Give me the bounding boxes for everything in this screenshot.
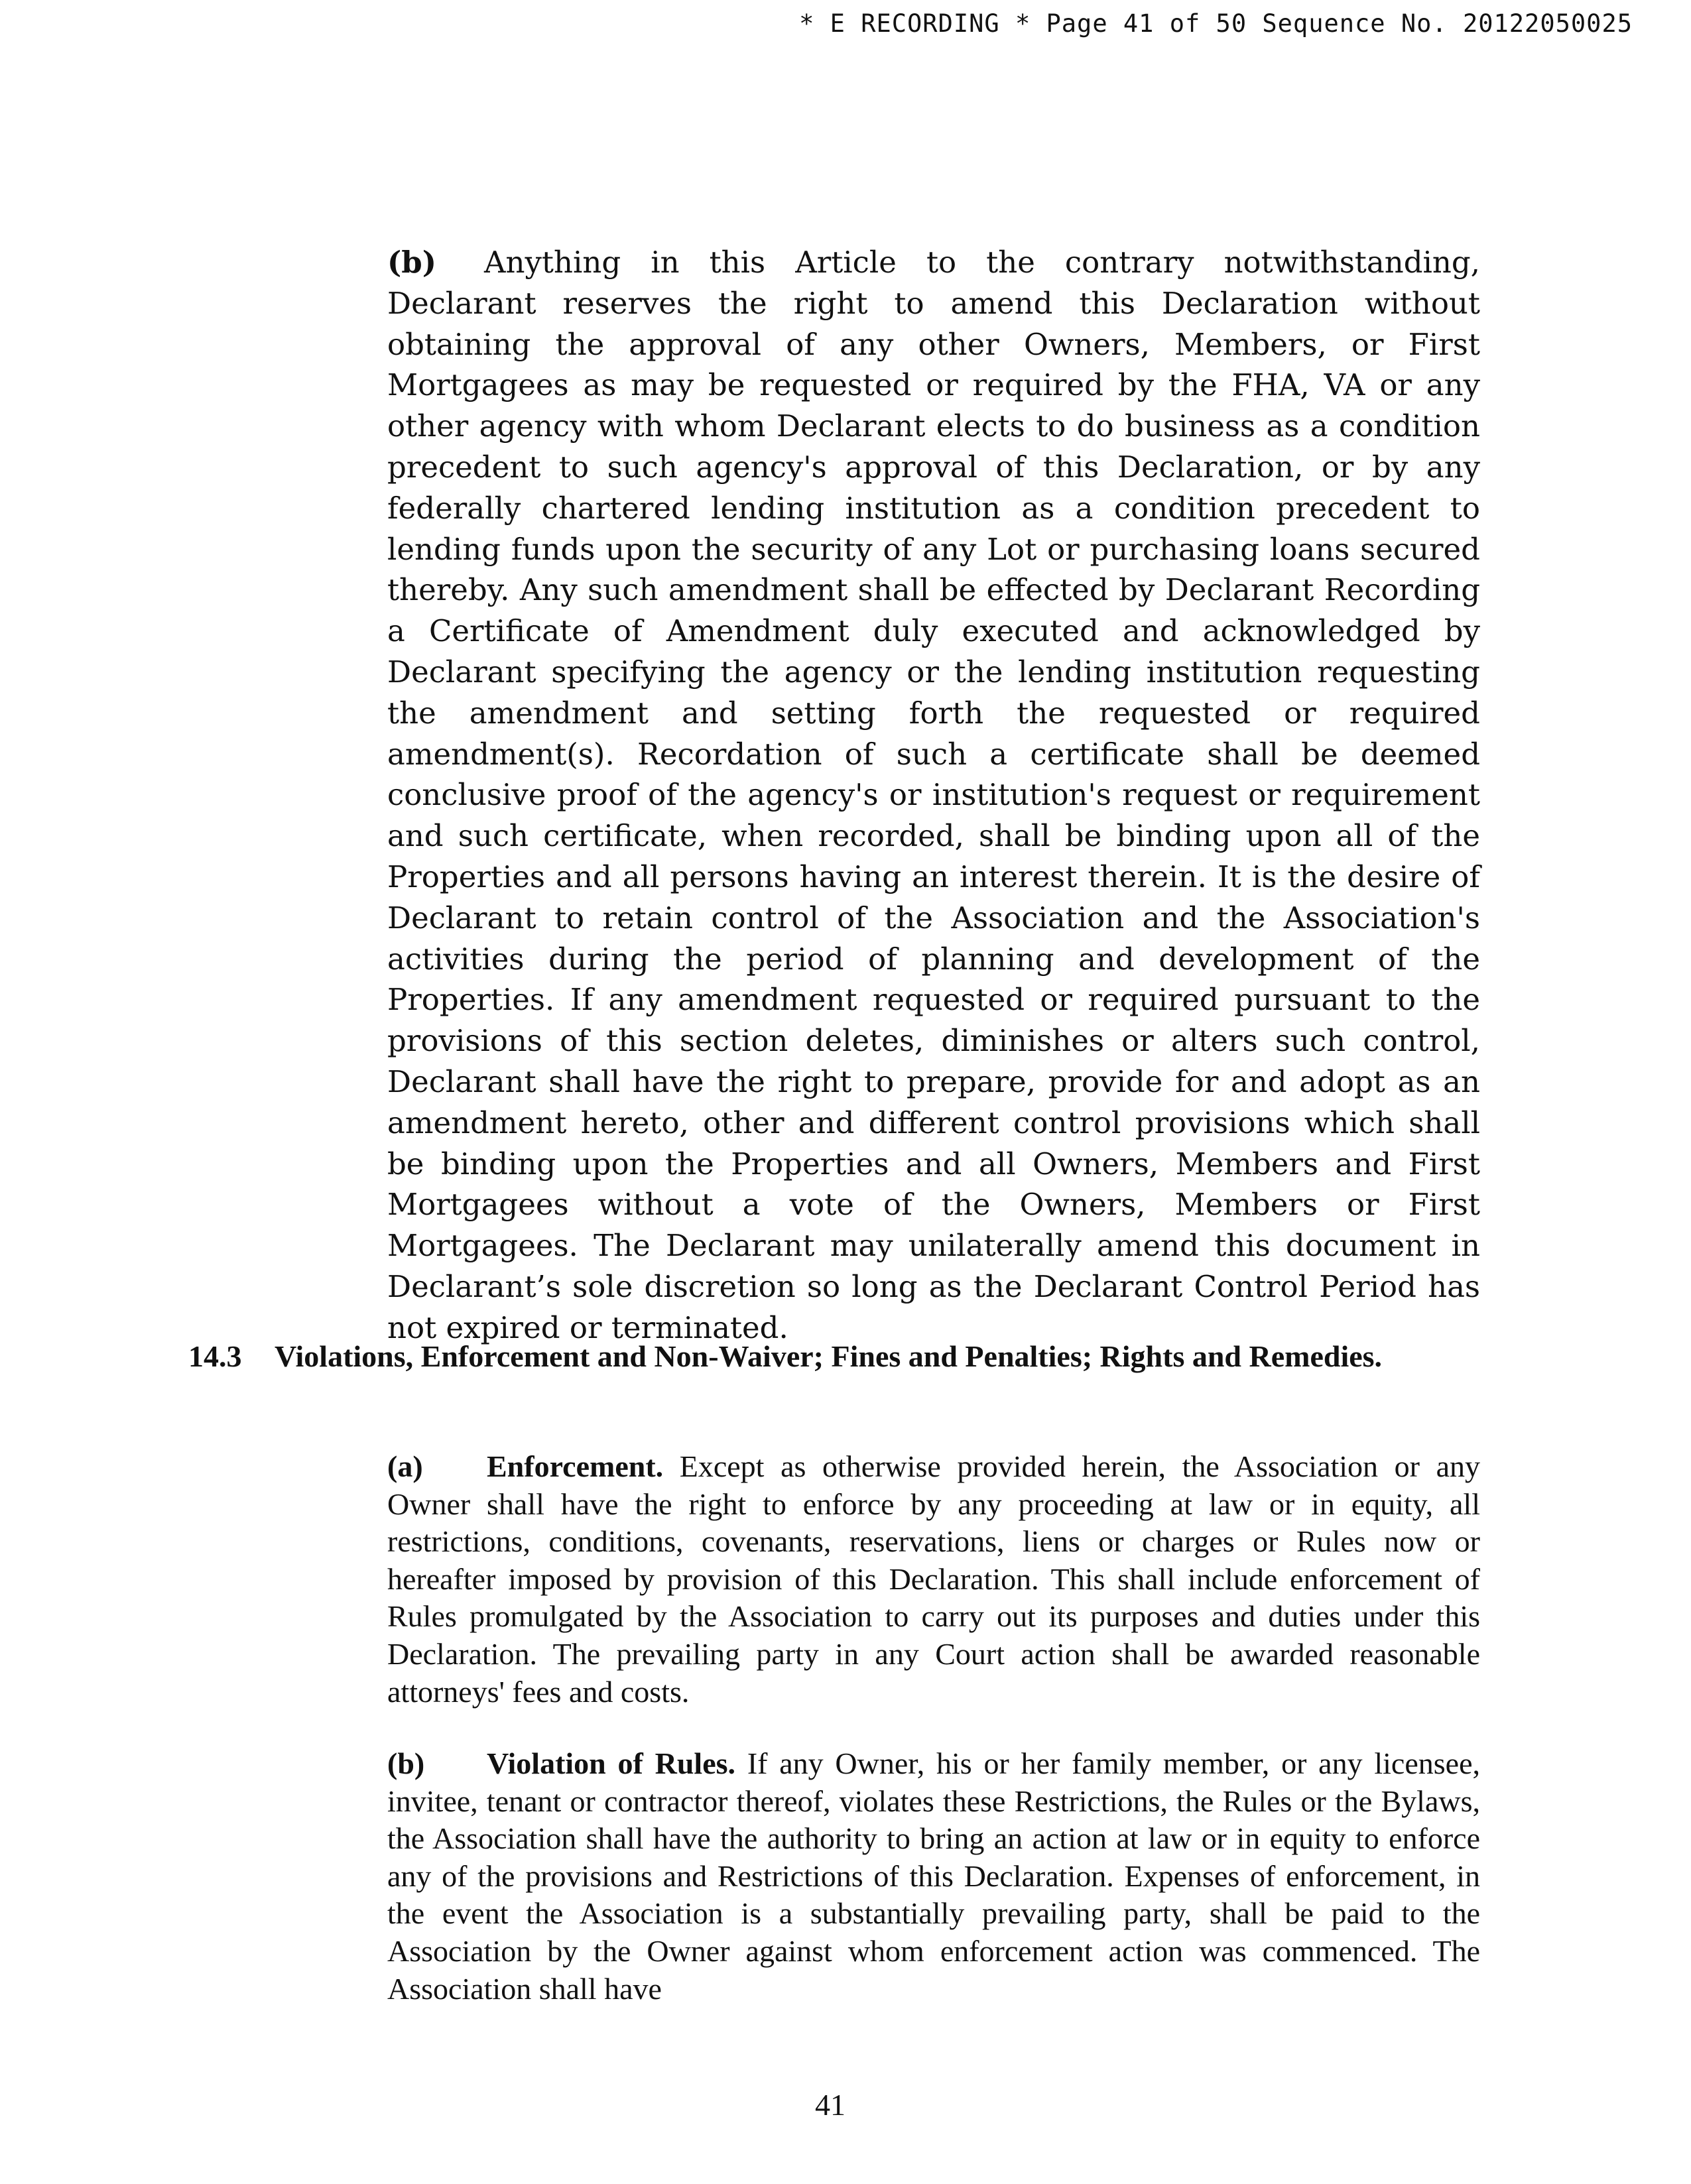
- subsection-b-violation-text: If any Owner, his or her family member, or any licensee, invitee, tenant or contractor thereof, violates these Restrictions, the Rules or the Bylaws, the Association shall have the authority to bring an action at law or in equity to enforce any of the provisions and Restrictions of this Declaration. Expenses of enforcement, in the event the Association is a substantially prevailing party, shall be paid to the Association by the Owner against whom enforcement action was commenced. The Association shall have: [387, 1746, 1480, 2006]
- subsection-b-violation: [387, 1745, 1480, 2008]
- subsection-b-amendment: [387, 242, 1480, 1349]
- subsection-a-label: (a): [387, 1449, 423, 1483]
- subsection-b-violation-caption: Violation of Rules.: [487, 1746, 736, 1780]
- section-14-3-heading: [188, 1338, 1480, 1376]
- subsection-a-enforcement: [387, 1448, 1480, 1711]
- subsection-a-text: Except as otherwise provided herein, the Association or any Owner shall have the right to enforce by any proceeding at law or in equity, all restrictions, conditions, covenants, reservations, liens or charges or Rules now or hereafter imposed by provision of this Declaration. This shall include enforcement of Rules promulgated by the Association to carry out its purposes and duties under this Declaration. The prevailing party in any Court action shall be awarded reasonable attorneys' fees and costs.: [387, 1449, 1481, 1709]
- subsection-b-violation-label: (b): [387, 1746, 425, 1780]
- section-number: 14.3: [188, 1339, 242, 1373]
- recording-header: * E RECORDING * Page 41 of 50 Sequence No. 20122050025: [799, 9, 1633, 38]
- subsection-b-amendment-label: (b): [387, 245, 437, 280]
- page-number: 41: [815, 2088, 845, 2122]
- subsection-a-caption: Enforcement.: [487, 1449, 664, 1483]
- section-title: Violations, Enforcement and Non-Waiver; Fines and Penalties; Rights and Remedies.: [275, 1339, 1383, 1373]
- subsection-b-amendment-text: Anything in this Article to the contrary notwithstanding, Declarant reserves the right to amend this Declaration without obtaining the approval of any other Owners, Members, or First Mortgagees as may be requested or required by the FHA, VA or any other agency with whom Declarant elects to do business as a condition precedent to such agency's approval of this Declaration, or by any federally chartered lending institution as a condition precedent to lending funds upon the security of any Lot or purchasing loans secured thereby. Any such amendment shall be effected by Declarant Recording a Certificate of Amendment duly executed and acknowledged by Declarant specifying the agency or the lending institution requesting the amendment and setting forth the requested or required amendment(s). Recordation of such a certificate shall be deemed conclusive proof of the agency's or institution's request or requirement and such certificate, when recorded, shall be binding upon all of the Properties and all persons having an interest therein. It is the desire of Declarant to retain control of the Association and the Association's activities during the period of planning and development of the Properties. If any amendment requested or required pursuant to the provisions of this section deletes, diminishes or alters such control, Declarant shall have the right to prepare, provide for and adopt as an amendment hereto, other and different control provisions which shall be binding upon the Properties and all Owners, Members and First Mortgagees without a vote of the Owners, Members or First Mortgagees. The Declarant may unilaterally amend this document in Declarant’s sole discretion so long as the Declarant Control Period has not expired or terminated.: [387, 245, 1480, 1345]
